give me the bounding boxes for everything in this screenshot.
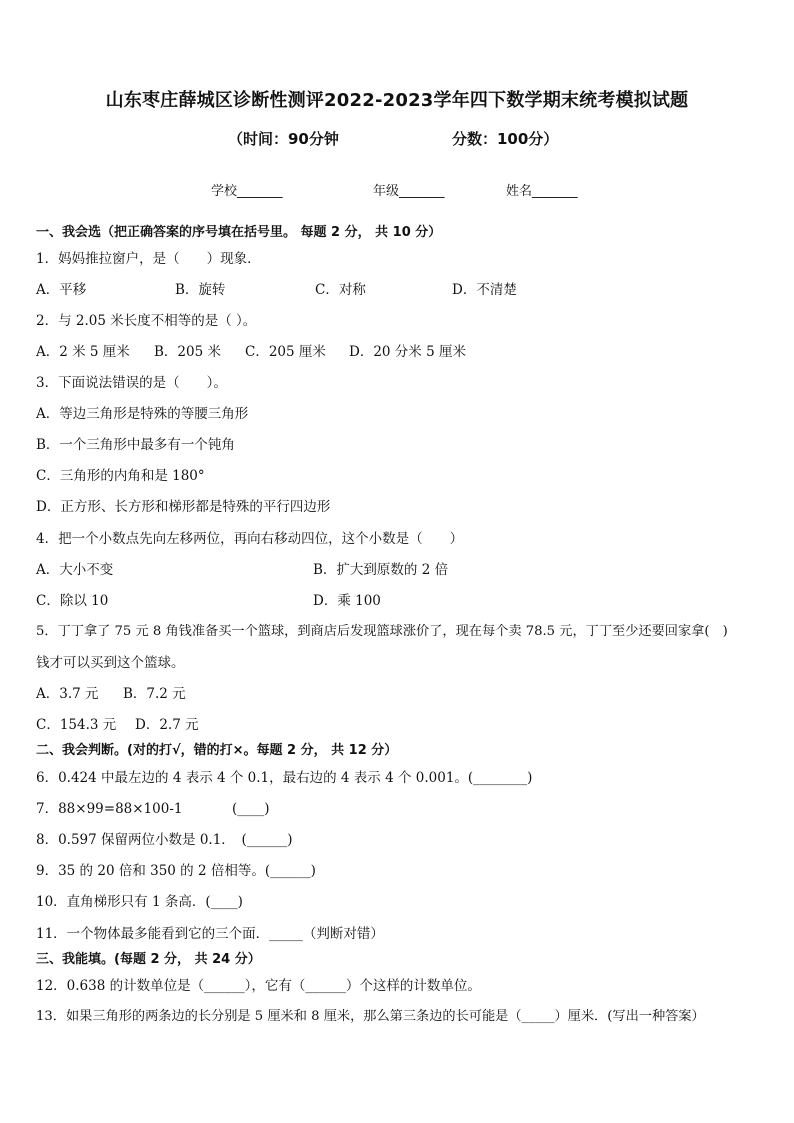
question-7-text: 7．88×99=88×100-1 — [36, 801, 183, 817]
option: D．不清楚 — [452, 282, 517, 298]
option: C．除以 10 — [36, 593, 109, 609]
option: A．大小不变 — [36, 562, 114, 578]
section-heading: 三、我能填。(每题 2 分， 共 24 分） — [36, 952, 261, 967]
question-4: 4．把一个小数点先向左移两位，再向右移动四位，这个小数是（ ） — [36, 531, 464, 547]
option: C．154.3 元 — [36, 717, 117, 733]
question-2: 2．与 2.05 米长度不相等的是（ ）。 — [36, 313, 257, 329]
question-8: 8．0.597 保留两位小数是 0.1． (______) — [36, 832, 293, 848]
option: C．对称 — [315, 282, 366, 298]
option: B．扩大到原数的 2 倍 — [313, 562, 449, 578]
option: D．2.7 元 — [135, 717, 199, 733]
option: B．205 米 — [154, 344, 221, 360]
option: B．7.2 元 — [123, 686, 186, 702]
option: D．乘 100 — [313, 593, 381, 609]
page-title: 山东枣庄薛城区诊断性测评2022-2023学年四下数学期末统考模拟试题 — [105, 90, 689, 111]
question-11: 11．一个物体最多能看到它的三个面．_____（判断对错） — [36, 926, 384, 942]
exam-score: 分数：100分） — [452, 130, 559, 148]
option: B．旋转 — [175, 282, 226, 298]
option: D．正方形、长方形和梯形都是特殊的平行四边形 — [36, 499, 331, 515]
option: B．一个三角形中最多有一个钝角 — [36, 437, 235, 453]
question-3: 3．下面说法错误的是（ ）。 — [36, 375, 227, 391]
question-10: 10．直角梯形只有 1 条高．(____) — [36, 894, 243, 910]
option: A．2 米 5 厘米 — [36, 344, 130, 360]
section-heading: 二、我会判断。(对的打√，错的打×。每题 2 分， 共 12 分） — [36, 743, 398, 758]
question-6: 6．0.424 中最左边的 4 表示 4 个 0.1，最右边的 4 表示 4 个 0.001。(________) — [36, 770, 533, 786]
option: C．205 厘米 — [245, 344, 326, 360]
option: D．20 分米 5 厘米 — [349, 344, 466, 360]
question-13: 13．如果三角形的两条边的长分别是 5 厘米和 8 厘米，那么第三条边的长可能是（_____）厘米．(写出一种答案） — [36, 1009, 705, 1024]
section-heading: 一、我会选（把正确答案的序号填在括号里。 每题 2 分， 共 10 分） — [36, 225, 442, 240]
option: C．三角形的内角和是 180° — [36, 468, 205, 484]
grade-field: 年级_______ — [373, 184, 445, 199]
school-field: 学校_______ — [211, 184, 283, 199]
question-12: 12．0.638 的计数单位是（______），它有（______）个这样的计数单位。 — [36, 978, 481, 994]
exam-time: （时间：90分钟 — [228, 130, 339, 148]
question-9: 9．35 的 20 倍和 350 的 2 倍相等。(______) — [36, 863, 316, 879]
question-5: 5．丁丁拿了 75 元 8 角钱准备买一个篮球，到商店后发现篮球涨价了，现在每个卖 78.5 元，丁丁至少还要回家拿( ) — [36, 624, 728, 639]
question-1: 1．妈妈推拉窗户，是（ ）现象． — [36, 251, 261, 267]
option: A．等边三角形是特殊的等腰三角形 — [36, 406, 249, 422]
answer-blank: (____) — [232, 801, 270, 817]
option: A．3.7 元 — [36, 686, 99, 702]
name-field: 姓名_______ — [506, 184, 578, 199]
option: A．平移 — [36, 282, 87, 298]
question-5-continued: 钱才可以买到这个篮球。 — [36, 655, 185, 671]
